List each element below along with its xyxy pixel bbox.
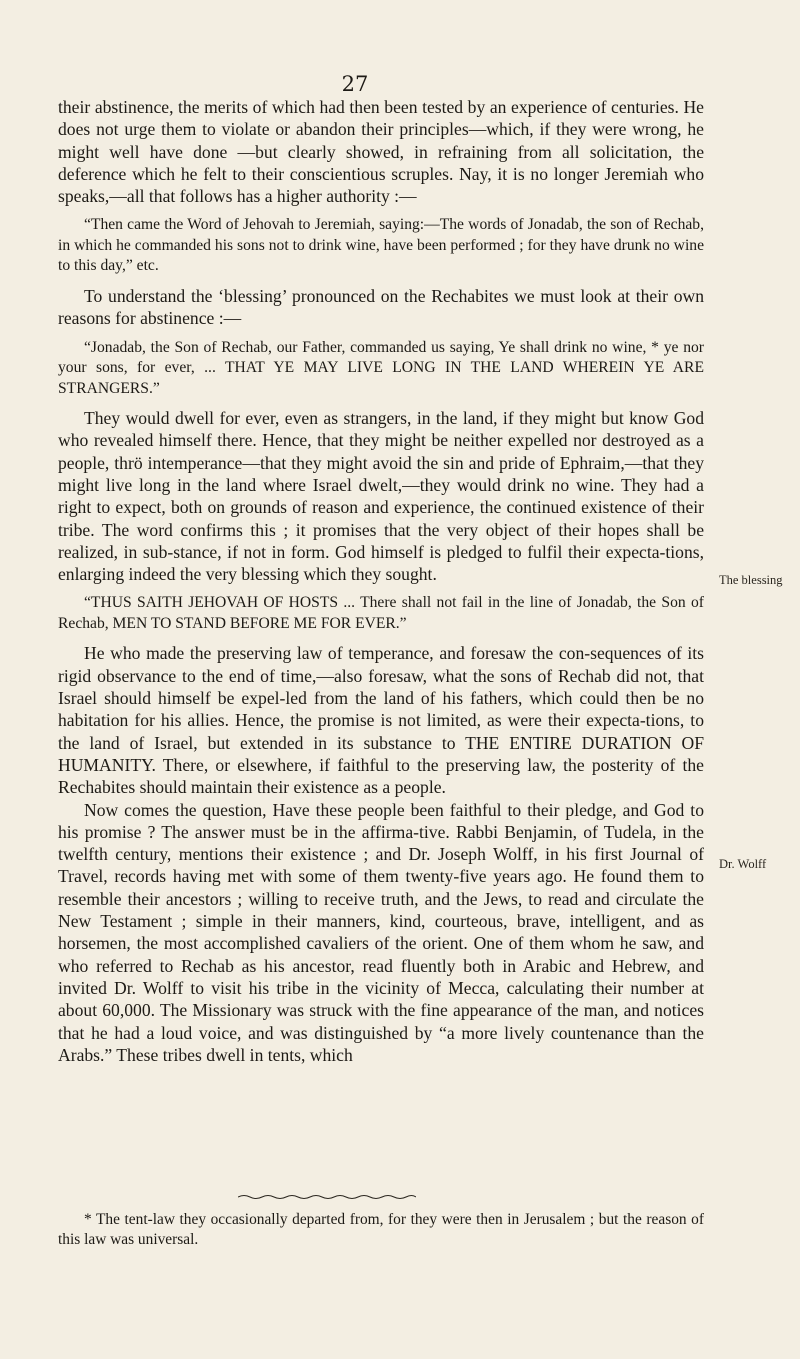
paragraph-blessing-reasons: To understand the ‘blessing’ pronounced on the Rechabites we must look at their own reasons for abstinence :—	[58, 285, 704, 329]
body-text	[58, 96, 704, 1066]
page-number: 27	[341, 72, 369, 96]
quote-thus-saith: “THUS SAITH JEHOVAH OF HOSTS ... There shall not fail in the line of Jonadab, the Son of Rechab, MEN TO STAND BEFORE ME FOR EVER.”	[58, 594, 704, 632]
footnote: * The tent-law they occasionally departed from, for they were then in Jerusalem ; but the reason of this law was universal.	[58, 1211, 704, 1248]
footnote-rule	[238, 1194, 416, 1200]
quote-word-of-jehovah: “Then came the Word of Jehovah to Jeremiah, saying:—The words of Jonadab, the son of Rechab, in which he commanded his sons not to drink wine, have been performed ; for they have drunk no wine to this day,” etc.	[58, 216, 704, 275]
margin-note-wolff: Dr. Wolff	[719, 857, 767, 871]
paragraph-dwell-forever: They would dwell for ever, even as strangers, in the land, if they might but know God who revealed himself there. Hence, that they might be neither expelled nor destroyed as a people, thrö intemperance—that they might avoid the sin and pride of Ephraim,—that they might live long in the land where Israel dwelt,—they would drink no wine. They had a right to expect, both on grounds of reason and experience, the continued existence of their tribe. The word confirms this ; it promises that the very object of their hopes shall be realized, in sub-stance, if not in form. God himself is pledged to fulfil their expecta-tions, enlarging indeed the very blessing which they sought.	[58, 408, 704, 585]
paragraph-preserving-law: He who made the preserving law of temperance, and foresaw the con-sequences of its rigid observance to the end of time,—also foresaw, what the sons of Rechab did not, that Israel should himself be expel-led from the land of his fathers, which could then be no habitation for his allies. Hence, the promise is not limited, as were their expecta-tions, to the land of Israel, but extended in its substance to THE ENTIRE DURATION OF HUMANITY. There, or elsewhere, if faithful to the preserving law, the posterity of the Rechabites should maintain their existence as a people.	[58, 643, 704, 798]
paragraph-wolff-account: Now comes the question, Have these people been faithful to their pledge, and God to his promise ? The answer must be in the affirma-tive. Rabbi Benjamin, of Tudela, in the twelfth century, mentions their existence ; and Dr. Joseph Wolff, in his first Journal of Travel, records having met with some of them twenty-five years ago. He found them to resemble their ancestors ; willing to receive truth, and the Jews, to read and circulate the New Testament ; simple in their manners, kind, courteous, brave, intelligent, and as horsemen, the most accomplished cavaliers of the orient. One of them whom he saw, and who referred to Rechab as his ancestor, read fluently both in Arabic and Hebrew, and invited Dr. Wolff to visit his tribe in the vicinity of Mecca, calculating their number at about 60,000. The Missionary was struck with the fine appearance of the man, and notices that he had a loud voice, and was distinguished by “a more lively countenance than the Arabs.” These tribes dwell in tents, which	[58, 799, 704, 1065]
quote-jonadab-command: “Jonadab, the Son of Rechab, our Father, commanded us saying, Ye shall drink no wine, * ye nor your sons, for ever, ... THAT YE MAY LIVE LONG IN THE LAND WHEREIN YE ARE STRANGERS.”	[58, 338, 704, 397]
paragraph-abstinence: their abstinence, the merits of which had then been tested by an experience of centuries. He does not urge them to violate or abandon their principles—which, if they were wrong, he might well have done —but clearly showed, in refraining from all solicitation, the deference which he felt to their conscientious scruples. Nay, it is no longer Jeremiah who speaks,—all that follows has a higher authority :—	[58, 97, 704, 207]
margin-note-blessing: The blessing	[719, 573, 783, 587]
